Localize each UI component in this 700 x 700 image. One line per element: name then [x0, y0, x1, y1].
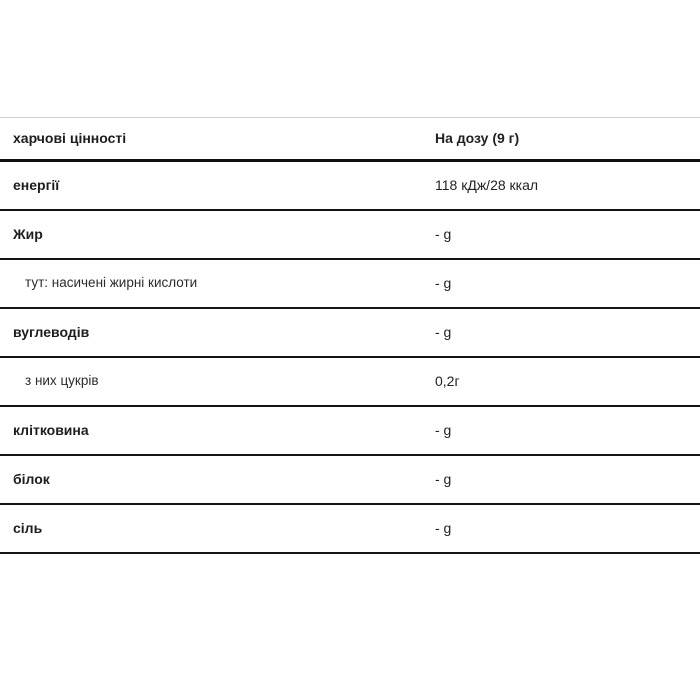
- nutrient-label: білок: [13, 471, 50, 488]
- table-row: [0, 358, 700, 407]
- nutrient-label: Жир: [13, 226, 43, 243]
- table-row: [0, 505, 700, 554]
- nutrient-value: 0,2г: [435, 373, 460, 390]
- nutrient-label: сіль: [13, 520, 43, 537]
- nutrition-table: [0, 117, 700, 554]
- nutrient-value: 118 кДж/28 ккал: [435, 177, 539, 194]
- nutrient-value: - g: [435, 275, 452, 292]
- nutrient-value: - g: [435, 324, 452, 341]
- table-row: [0, 260, 700, 309]
- nutrient-value: - g: [435, 520, 452, 537]
- nutrient-label: клітковина: [13, 422, 89, 439]
- nutrient-label: енергії: [13, 177, 60, 194]
- header-value: На дозу (9 г): [435, 130, 520, 147]
- nutrient-label: з них цукрів: [25, 373, 99, 389]
- nutrient-label: вуглеводів: [13, 324, 90, 341]
- nutrient-value: - g: [435, 422, 452, 439]
- nutrient-label: тут: насичені жирні кислоти: [25, 275, 198, 291]
- nutrient-value: - g: [435, 226, 452, 243]
- table-row: [0, 407, 700, 456]
- table-header-row: [0, 118, 700, 162]
- table-row: [0, 211, 700, 260]
- table-row: [0, 309, 700, 358]
- table-row: [0, 162, 700, 211]
- table-row: [0, 456, 700, 505]
- nutrient-value: - g: [435, 471, 452, 488]
- header-label: харчові цінності: [13, 130, 127, 147]
